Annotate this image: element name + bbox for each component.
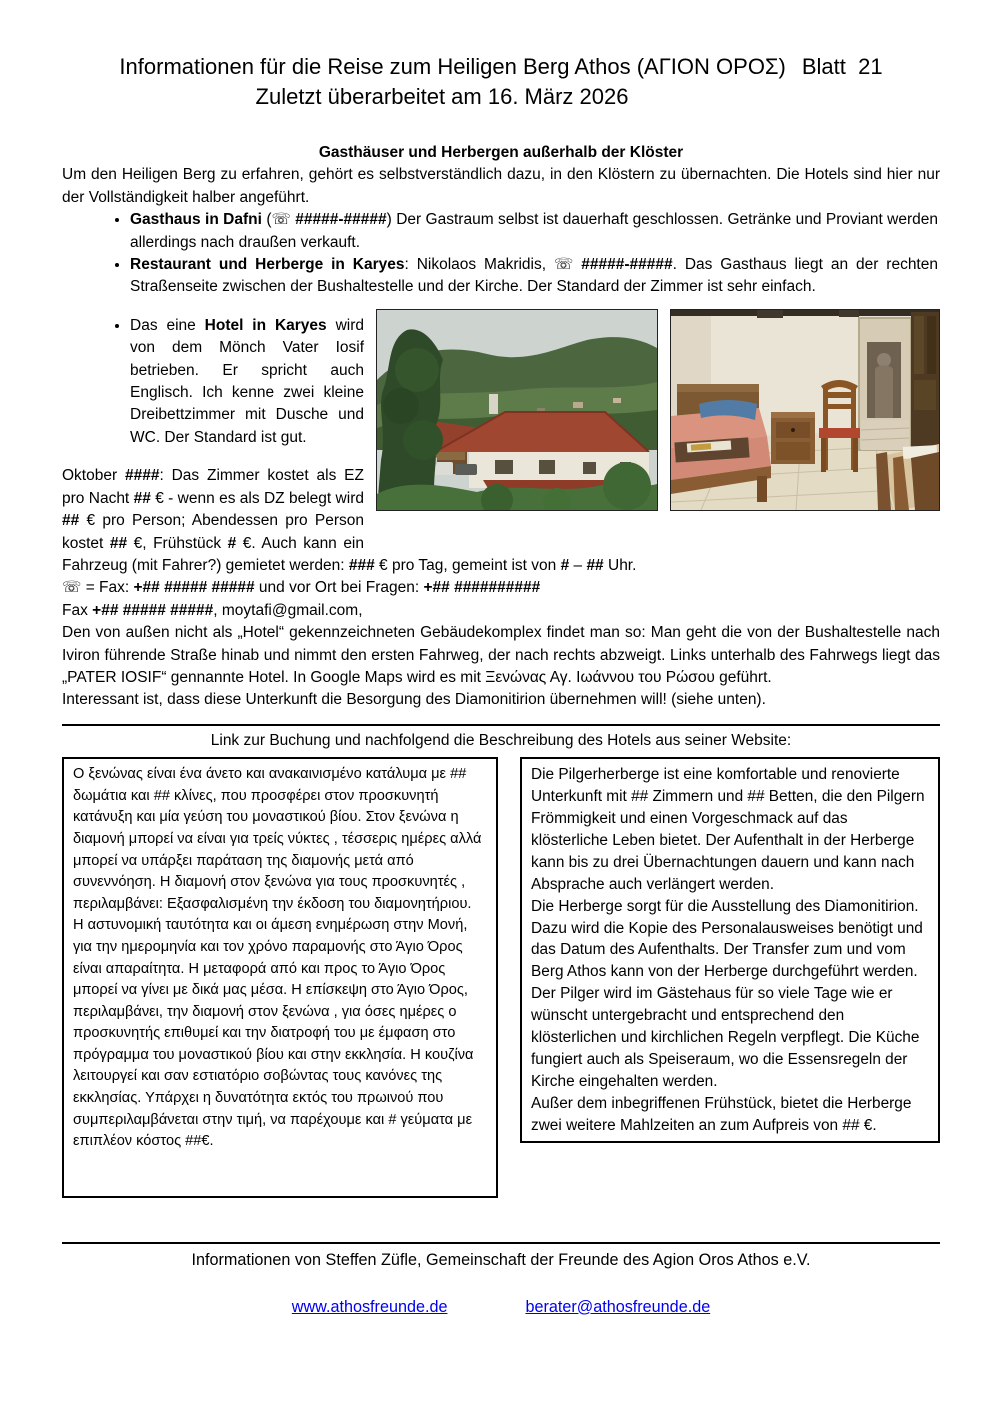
german-description-box xyxy=(520,757,940,1143)
german-paragraph-2: Die Herberge sorgt für die Ausstellung des Diamonitirion. Dazu wird die Kopie des Personalausweises benötigt und das Datum des Aufenthalts. Der Transfer zum und vom Berg Athos kann von der Herberge durchgeführt werden. Der Pilger wird im Gästehaus für so viele Tage wie er wünscht untergebracht und entsprechend den klösterlichen und kirchlichen Regeln verpflegt. Die Küche fungiert auch als Speiseraum, wo die Essensregeln der Kirche eingehalten werden. xyxy=(531,897,923,1090)
guest-room-photo xyxy=(670,309,940,511)
guest-room-illustration xyxy=(671,310,939,510)
greek-paragraph-1: Ο ξενώνας είναι ένα άνετο και ανακαινισμένο κατάλυμα με ## δωμάτια και ## κλίνες, που προσφέρει στον προσκυνητή κατάνυξη και μία γεύση του μοναστικού βίου. Στον ξενώνα η διαμονή μπορεί να είναι για τρείς νύκτες , τέσσερις ημέρες αλλά μπορεί να υπάρξει παράταση της διαμονής μετά από συνεννόηση. Η διαμονή στον ξενώνα για τους προσκυνητές , περιλαμβάνει: Εξασφαλισμένη την έκδοση του διαμονητήριου. xyxy=(73,766,482,912)
website-link[interactable]: www.athosfreunde.de xyxy=(291,1297,448,1316)
diamonitirion-note: Interessant ist, dass diese Unterkunft die Besorgung des Diamonitirion übernehmen will! (siehe unten). xyxy=(62,691,766,709)
sheet-number: Blatt 21 xyxy=(801,54,883,79)
german-paragraph-3: Außer dem inbegriffenen Frühstück, bietet die Herberge zwei weitere Mahlzeiten an zum Aufpreis von ## €. xyxy=(531,1094,912,1134)
hotel-exterior-illustration xyxy=(377,310,657,510)
section-heading: Gasthäuser und Herbergen außerhalb der Klöster xyxy=(318,144,684,161)
email-link[interactable]: berater@athosfreunde.de xyxy=(525,1297,711,1316)
german-paragraph-1: Die Pilgerherberge ist eine komfortable und renovierte Unterkunft mit ## Zimmern und ## Betten, die den Pilgern Frömmigkeit und einen Vorgeschmack auf das klösterliche Leben bietet. Der Aufenthalt in der Herberge kann bis zu drei Übernachtungen dauern und kann nach Absprache auch verlängert werden. xyxy=(531,766,925,893)
booking-divider xyxy=(62,724,940,726)
guesthouse-list xyxy=(62,209,940,299)
page-title-text: Informationen für die Reise zum Heiligen Berg Athos (ΑΓΙΟΝ ΟΡΟΣ) xyxy=(119,54,786,79)
bullet-gasthaus-dafni: • Gasthaus in Dafni (☏ #####-#####) Der Gastraum selbst ist dauerhaft geschlossen. Getränke und Proviant werden allerdings nach draußen verkauft. xyxy=(130,209,940,254)
footer-credit: Informationen von Steffen Züfle, Gemeinschaft der Freunde des Agion Oros Athos e.V. xyxy=(191,1251,811,1270)
footer-links xyxy=(62,1296,940,1318)
hotel-description-table xyxy=(62,757,940,1198)
hotel-exterior-photo xyxy=(376,309,658,511)
hotel-karyes-section xyxy=(62,315,940,577)
revision-date: Zuletzt überarbeitet am 16. März 2026 xyxy=(255,84,629,109)
footer-divider xyxy=(62,1242,940,1244)
intro-paragraph: Um den Heiligen Berg zu erfahren, gehört es selbstverständlich dazu, in den Klöstern zu übernachten. Die Hotels sind hier nur der Vollständigkeit halber angeführt. xyxy=(62,166,940,206)
email-contact-line: Fax +## ##### #####, moytafi@gmail.com, xyxy=(62,601,363,619)
directions-paragraph: Den von außen nicht als „Hotel“ gekennzeichneten Gebäudekomplex findet man so: Man geht die von der Bushaltestelle nach Iviron führende Straße hinab und nimmt den ersten Fahrweg, der nach rechts abzweigt. Links unterhalb des Fahrwegs liegt das „PATER IOSIF“ gennannte Hotel. In Google Maps wird es mit Ξενώνας Αγ. Ιωάννου του Ρώσου geführt. xyxy=(62,624,940,686)
fax-contact-line: ☏ = Fax: +## ##### ##### und vor Ort bei Fragen: +## ########## xyxy=(62,579,541,597)
page-title xyxy=(62,52,940,82)
greek-description-box xyxy=(62,757,498,1198)
photo-row xyxy=(376,309,940,511)
bullet-hotel-karyes: • Das eine Hotel in Karyes wird von dem Mönch Vater Iosif betrieben. Er spricht auch Englisch. Ich kenne zwei kleine Dreibettzimmer mit Dusche und WC. Der Standard ist gut. xyxy=(130,315,940,449)
booking-heading: Link zur Buchung und nachfolgend die Beschreibung des Hotels aus seiner Website: xyxy=(210,731,792,749)
bullet-restaurant-karyes: • Restaurant und Herberge in Karyes: Nikolaos Makridis, ☏ #####-#####. Das Gasthaus liegt an der rechten Straßenseite zwischen der Bushaltestelle und der Kirche. Der Standard der Zimmer ist sehr einfach. xyxy=(130,254,940,299)
pricing-paragraph: Oktober ####: Das Zimmer kostet als EZ pro Nacht ## € - wenn es als DZ belegt wird ## € pro Person; Abendessen pro Person kostet ## €, Frühstück # €. Auch kann ein Fahrzeug (mit Fahrer?) gemietet werden: ### € pro Tag, gemeint ist von # – ## Uhr. xyxy=(62,467,637,574)
greek-paragraph-2: Η αστυνομική ταυτότητα και οι άμεση ενημέρωση στην Μονή, για την ημερομηνία και τον χρόνο παραμονής στο Άγιο Όρος είναι απαραίτητα. Η μεταφορά από και προς το Άγιο Όρος μπορεί να γίνει με δικά μας μέσα. Η επίσκεψη στο Άγιο Όρος, περιλαμβάνει, την διαμονή στον ξενώνα , για όσες ημέρες ο προσκυνητής επιθυμεί και την διατροφή του με έμφαση στο πρόγραμμα του μοναστικού βίου και στην εκκλησία. Η κουζίνα λειτουργεί και σαν εστιατόριο σοβώντας τους κανόνες της εκκλησίας. Υπάρχει η δυνατότητα εκτός του πρωινού που συμπεριλαμβάνεται στην τιμή, να παρέχουμε και # γεύματα με επιπλέον κόστος ##€. xyxy=(73,917,474,1150)
